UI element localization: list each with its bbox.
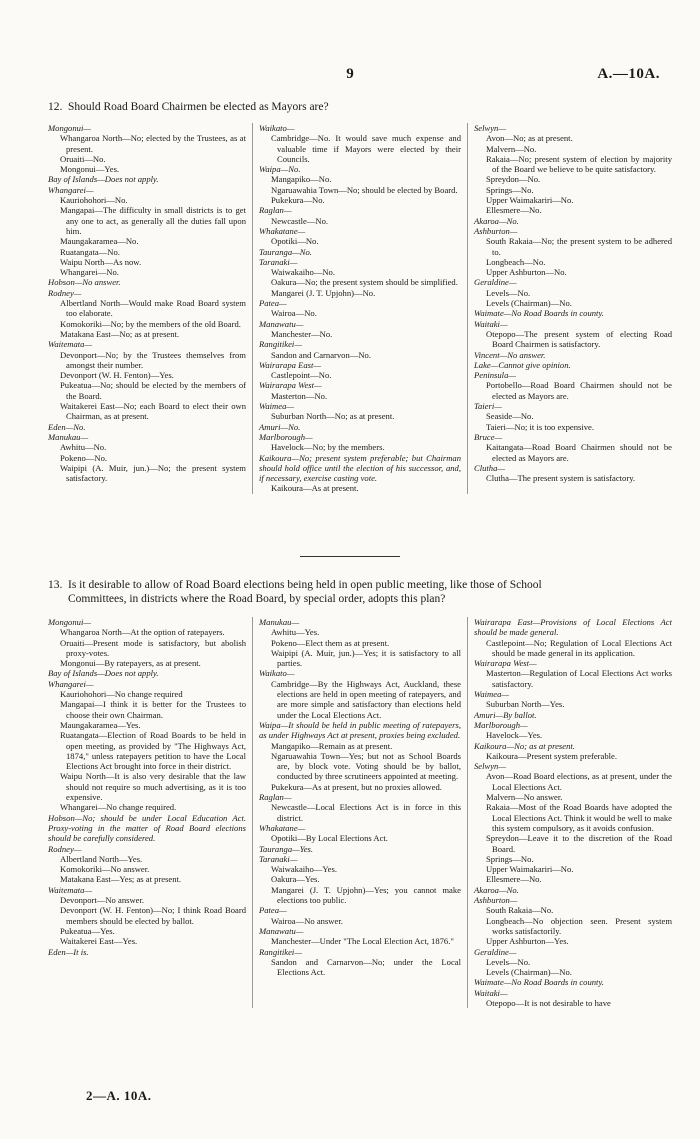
district-entry: Akaroa—No.: [474, 215, 519, 226]
board-answer: South Rakaia—No.: [486, 905, 554, 916]
board-answer: Levels (Chairman)—No.: [486, 298, 572, 309]
section-divider: [300, 556, 400, 557]
board-answer: Mangapai—The difficulty in small districts is to get any one to act, as generally all the duties fall upon him.: [60, 205, 246, 236]
district-entry: Taieri—: [474, 401, 502, 412]
district-entry: Waimea—: [259, 401, 295, 412]
board-answer: Waipu North—It is also very desirable that the law should not require so much advertising, as it is too expensive.: [60, 771, 246, 803]
district-entry: Raglan—: [259, 792, 292, 803]
district-entry: Geraldine—: [474, 277, 517, 288]
district-entry: Marlborough—: [474, 719, 528, 730]
board-answer: Sandon and Carnarvon—No; under the Local Elections Act.: [271, 956, 461, 978]
board-answer: Ruatangata—Election of Road Boards to be held in open meeting, as provided by "The Highways Act, 1874," unless ratepayers petition to have the Local Elections Act brought into force in their district.: [60, 730, 246, 772]
board-answer: Upper Ashburton—Yes.: [486, 936, 569, 947]
document-reference: A.—10A.: [597, 66, 660, 82]
district-entry: Akaroa—No.: [474, 884, 519, 895]
board-answer: Ngaruawahia Town—No; should be elected by Board.: [271, 184, 458, 195]
question-13: [48, 578, 668, 606]
board-answer: Oruaiti—Present mode is satisfactory, but abolish proxy-votes.: [60, 637, 246, 658]
district-entry: Wairarapa East—Provisions of Local Elections Act should be made general.: [474, 617, 672, 638]
board-answer: Wairoa—No answer.: [271, 915, 343, 926]
board-answer: Awhitu—Yes.: [271, 627, 320, 638]
board-answer: Mangarei (J. T. Upjohn)—No.: [271, 287, 376, 298]
answers-column-2: [253, 617, 468, 1008]
board-answer: Spreydon—Leave it to the discretion of the Road Board.: [486, 833, 672, 854]
board-answer: Oruaiti—No.: [60, 153, 106, 164]
answers-q12: [48, 123, 678, 494]
district-entry: Patea—: [259, 905, 287, 916]
board-answer: Rakaia—No; present system of election by majority of the Board we believe to be quite satisfactory.: [486, 153, 672, 175]
district-entry: Mongonui—: [48, 123, 91, 133]
district-entry: Eden—It is.: [48, 946, 89, 957]
district-entry: Tauranga—No.: [259, 246, 312, 257]
question-12: [48, 100, 668, 114]
board-answer: Whangarei—No change required.: [60, 802, 177, 813]
board-answer: Ngaruawahia Town—Yes; but not as School Boards are, by block vote. Voting should be by ballot, conducted by three scrutineers appointed at meeting.: [271, 750, 461, 782]
district-entry: Manawatu—: [259, 318, 304, 329]
district-entry: Wairarapa West—: [259, 380, 322, 391]
board-answer: Ellesmere—No.: [486, 874, 542, 885]
board-answer: Pokeno—No.: [60, 452, 108, 463]
answers-q13: [48, 617, 678, 1008]
board-answer: Manchester—Under "The Local Election Act, 1876.": [271, 936, 454, 947]
district-entry: Kaikoura—No; present system preferable; but Chairman should hold office until the election of his successor, and, if necessary, exercise casting vote.: [259, 452, 461, 484]
district-entry: Patea—: [259, 298, 287, 309]
district-entry: Whakatane—: [259, 225, 306, 236]
board-answer: Longbeach—No.: [486, 256, 546, 267]
district-entry: Eden—No.: [48, 421, 86, 432]
district-entry: Waimate—No Road Boards in county.: [474, 977, 604, 988]
district-entry: Rodney—: [48, 843, 82, 854]
district-entry: Bay of Islands—Does not apply.: [48, 668, 159, 679]
board-answer: Albertland North—Yes.: [60, 853, 143, 864]
district-entry: Waitaki—: [474, 318, 508, 329]
board-answer: Otepopo—It is not desirable to have: [486, 997, 611, 1008]
board-answer: Komokoriki—No answer.: [60, 864, 150, 875]
board-answer: Havelock—No; by the members.: [271, 442, 385, 453]
board-answer: Whangarei—No.: [60, 267, 119, 278]
board-answer: Komokoriki—No; by the members of the old Board.: [60, 318, 241, 329]
district-entry: Wairarapa West—: [474, 658, 537, 669]
board-answer: Mangarei (J. T. Upjohn)—Yes; you cannot make elections too public.: [271, 884, 461, 906]
board-answer: Oakura—No; the present system should be simplified.: [271, 277, 458, 288]
board-answer: Avon—No; as at present.: [486, 133, 573, 144]
board-answer: Masterton—No.: [271, 390, 328, 401]
district-entry: Whangarei—: [48, 678, 94, 689]
board-answer: Devonport (W. H. Fenton)—Yes.: [60, 370, 174, 381]
board-answer: Suburban North—Yes.: [486, 699, 565, 710]
page-number: 9: [346, 66, 354, 82]
district-entry: Vincent—No answer.: [474, 349, 546, 360]
district-entry: Taranaki—: [259, 853, 298, 864]
board-answer: Maungakaramea—Yes.: [60, 719, 141, 730]
district-entry: Waipa—No.: [259, 164, 301, 175]
district-entry: Waimate—No Road Boards in county.: [474, 308, 604, 319]
district-entry: Ashburton—: [474, 225, 518, 236]
board-answer: Pukeatua—Yes.: [60, 925, 115, 936]
board-answer: Upper Waimakariri—No.: [486, 864, 574, 875]
district-entry: Bruce—: [474, 431, 503, 442]
page-signature: 2—A. 10A.: [86, 1088, 152, 1103]
board-answer: Albertland North—Would make Road Board system too elaborate.: [60, 298, 246, 319]
board-answer: Waitakerei East—Yes.: [60, 936, 138, 947]
board-answer: Waipipi (A. Muir, jun.)—No; the present system satisfactory.: [60, 462, 246, 484]
answers-column-2: [253, 123, 468, 494]
board-answer: Awhitu—No.: [60, 442, 107, 453]
board-answer: Taieri—No; it is too expensive.: [486, 421, 594, 432]
board-answer: Whangaroa North—At the option of ratepayers.: [60, 627, 225, 638]
district-entry: Clutha—: [474, 462, 506, 473]
district-entry: Amuri—No.: [259, 421, 301, 432]
district-entry: Waimea—: [474, 689, 510, 700]
board-answer: Matakana East—Yes; as at present.: [60, 874, 182, 885]
district-entry: Hobson—No; should be under Local Education Act. Proxy-voting in the matter of Road Board elections should be carefully considered.: [48, 812, 246, 844]
district-entry: Hobson—No answer.: [48, 277, 121, 288]
board-answer: Havelock—Yes.: [486, 730, 543, 741]
board-answer: Matakana East—No; as at present.: [60, 328, 180, 339]
board-answer: Portobello—Road Board Chairmen should not be elected as Mayors are.: [486, 380, 672, 401]
board-answer: Kaitangata—Road Board Chairmen should not be elected as Mayors are.: [486, 442, 672, 463]
district-entry: Mongonui—: [48, 617, 91, 627]
board-answer: Mongonui—By ratepayers, as at present.: [60, 658, 201, 669]
district-entry: Whangarei—: [48, 184, 94, 195]
board-answer: Whangaroa North—No; elected by the Trustees, as at present.: [60, 133, 246, 154]
board-answer: Wairoa—No.: [271, 308, 317, 319]
district-entry: Rodney—: [48, 287, 82, 298]
board-answer: Waiwakaiho—Yes.: [271, 864, 337, 875]
answers-column-3: [468, 617, 678, 1008]
question-text: Should Road Board Chairmen be elected as Mayors are?: [68, 101, 329, 113]
district-entry: Raglan—: [259, 205, 292, 216]
district-entry: Manukau—: [48, 431, 89, 442]
board-answer: Mongonui—Yes.: [60, 164, 120, 175]
board-answer: Masterton—Regulation of Local Elections Act works satisfactory.: [486, 668, 672, 689]
district-entry: Amuri—By ballot.: [474, 709, 537, 720]
board-answer: Kauriohohori—No change required: [60, 689, 183, 700]
district-entry: Peninsula—: [474, 370, 517, 381]
answers-column-1: [48, 617, 253, 1008]
district-entry: Selwyn—: [474, 761, 506, 772]
board-answer: Sandon and Carnarvon—No.: [271, 349, 372, 360]
board-answer: Cambridge—No. It would save much expense and valuable time if Mayors were elected by their Councils.: [271, 133, 461, 164]
board-answer: Kauriohohori—No.: [60, 195, 128, 206]
district-entry: Rangitikei—: [259, 946, 302, 957]
district-entry: Waitemata—: [48, 884, 93, 895]
question-number: 12.: [48, 101, 63, 113]
board-answer: Waipu North—As now.: [60, 256, 142, 267]
board-answer: Seaside—No.: [486, 411, 534, 422]
board-answer: Pokeno—Elect them as at present.: [271, 637, 390, 648]
board-answer: Malvern—No answer.: [486, 792, 563, 803]
board-answer: Pukeatua—No; should be elected by the members of the Board.: [60, 380, 246, 401]
board-answer: Kaikoura—As at present.: [271, 483, 359, 494]
board-answer: Malvern—No.: [486, 143, 537, 154]
question-text-line-2: Committees, in districts where the Road Board, by special order, adopts this plan?: [68, 593, 446, 605]
district-entry: Wairarapa East—: [259, 359, 321, 370]
board-answer: South Rakaia—No; the present system to be adhered to.: [486, 236, 672, 257]
district-entry: Lake—Cannot give opinion.: [474, 359, 571, 370]
board-answer: Waiwakaiho—No.: [271, 267, 335, 278]
district-entry: Taranaki—: [259, 256, 298, 267]
board-answer: Clutha—The present system is satisfactory.: [486, 473, 636, 484]
board-answer: Longbeach—No objection seen. Present system works satisfactorily.: [486, 915, 672, 936]
board-answer: Ruatangata—No.: [60, 246, 120, 257]
board-answer: Springs—No.: [486, 853, 534, 864]
board-answer: Waitakerei East—No; each Board to elect their own Chairman, as at present.: [60, 401, 246, 422]
district-entry: Geraldine—: [474, 946, 517, 957]
board-answer: Suburban North—No; as at present.: [271, 411, 395, 422]
district-entry: Waipa—It should be held in public meeting of ratepayers, as under Highways Act at present, proxies being excluded.: [259, 719, 461, 741]
district-entry: Waikato—: [259, 668, 295, 679]
board-answer: Avon—Road Board elections, as at present, under the Local Elections Act.: [486, 771, 672, 792]
board-answer: Ellesmere—No.: [486, 205, 542, 216]
board-answer: Opotiki—No.: [271, 236, 319, 247]
board-answer: Mangapiko—No.: [271, 174, 332, 185]
district-entry: Waitemata—: [48, 339, 93, 350]
board-answer: Springs—No.: [486, 184, 534, 195]
board-answer: Devonport—No; by the Trustees themselves from amongst their number.: [60, 349, 246, 370]
board-answer: Cambridge—By the Highways Act, Auckland, these elections are held in open meeting of ratepayers, and are more simple and satisfactory than elections held under the Local Elections Act.: [271, 678, 461, 720]
district-entry: Ashburton—: [474, 895, 518, 906]
board-answer: Upper Ashburton—No.: [486, 267, 567, 278]
board-answer: Upper Waimakariri—No.: [486, 195, 574, 206]
board-answer: Mangapiko—Remain as at present.: [271, 740, 393, 751]
district-entry: Waikato—: [259, 123, 295, 133]
board-answer: Otepopo—The present system of electing Road Board Chairmen is satisfactory.: [486, 328, 672, 350]
board-answer: Pukekura—As at present, but no proxies allowed.: [271, 781, 442, 792]
question-number: 13.: [48, 579, 63, 591]
board-answer: Levels (Chairman)—No.: [486, 967, 572, 978]
board-answer: Rakaia—Most of the Road Boards have adopted the Local Elections Act. Think it would be well to make this system compulsory, as it avoids confusion.: [486, 802, 672, 833]
board-answer: Devonport—No answer.: [60, 895, 145, 906]
district-entry: Manawatu—: [259, 925, 304, 936]
board-answer: Kaikoura—Present system preferable.: [486, 750, 618, 761]
district-entry: Manukau—: [259, 617, 300, 627]
board-answer: Castlepoint—No; Regulation of Local Elections Act should be made general in its application.: [486, 637, 672, 658]
board-answer: Levels—No.: [486, 956, 531, 967]
board-answer: Oakura—Yes.: [271, 874, 320, 885]
board-answer: Manchester—No.: [271, 328, 333, 339]
district-entry: Bay of Islands—Does not apply.: [48, 174, 159, 185]
board-answer: Levels—No.: [486, 287, 531, 298]
board-answer: Opotiki—By Local Elections Act.: [271, 833, 388, 844]
board-answer: Pukekura—No.: [271, 195, 325, 206]
district-entry: Rangitikei—: [259, 339, 302, 350]
board-answer: Castlepoint—No.: [271, 370, 332, 381]
question-text-line-1: Is it desirable to allow of Road Board elections being held in open public meeting, like those of School: [68, 579, 542, 591]
district-entry: Tauranga—Yes.: [259, 843, 314, 854]
district-entry: Waitaki—: [474, 987, 508, 998]
board-answer: Waipipi (A. Muir, jun.)—Yes; it is satisfactory to all parties.: [271, 647, 461, 669]
district-entry: Whakatane—: [259, 822, 306, 833]
district-entry: Selwyn—: [474, 123, 506, 133]
board-answer: Mangapai—I think it is better for the Trustees to choose their own Chairman.: [60, 699, 246, 720]
board-answer: Devonport (W. H. Fenton)—No; I think Road Board members should be elected by ballot.: [60, 905, 246, 926]
answers-column-3: [468, 123, 678, 494]
board-answer: Maungakaramea—No.: [60, 236, 139, 247]
district-entry: Kaikoura—No; as at present.: [474, 740, 575, 751]
district-entry: Marlborough—: [259, 431, 313, 442]
board-answer: Spreydon—No.: [486, 174, 541, 185]
answers-column-1: [48, 123, 253, 494]
board-answer: Newcastle—No.: [271, 215, 329, 226]
board-answer: Newcastle—Local Elections Act is in force in this district.: [271, 802, 461, 823]
